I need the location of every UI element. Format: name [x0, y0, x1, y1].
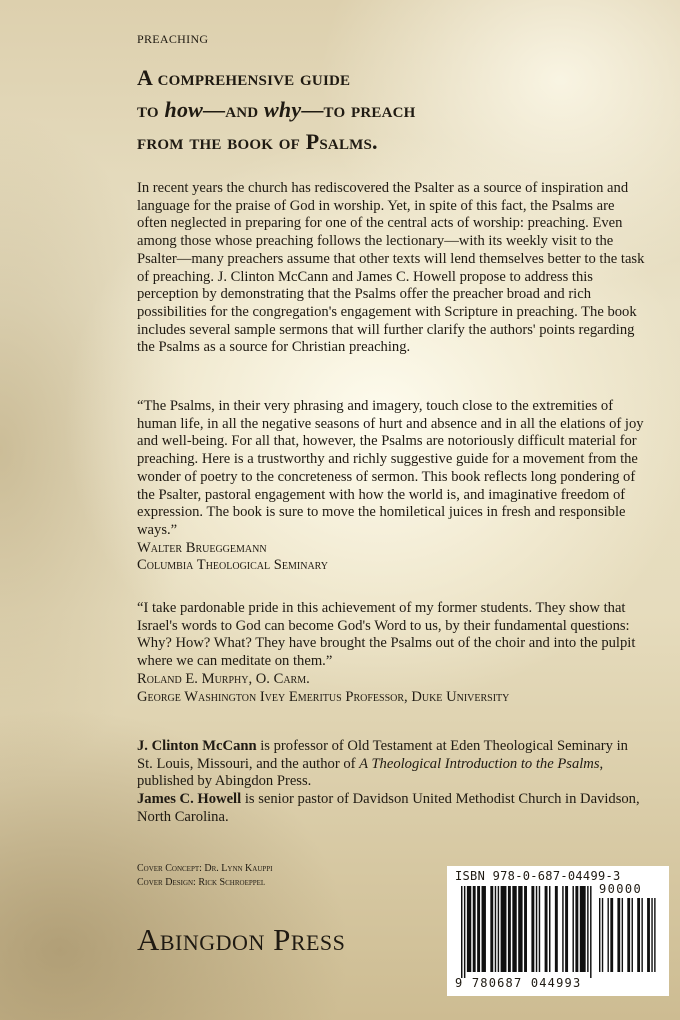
author-bios — [137, 738, 647, 827]
barcode-bar — [482, 886, 486, 972]
ean-number: 9 780687 044993 — [455, 976, 582, 990]
barcode-bar — [651, 898, 652, 972]
barcode-bar — [654, 898, 655, 972]
barcode-bar — [562, 886, 563, 972]
cover-concept-credit: Cover Concept: Dr. Lynn Kauppi — [137, 863, 273, 874]
barcode-bar — [637, 898, 640, 972]
barcode-bar — [617, 898, 620, 972]
category-label: PREACHING — [137, 32, 209, 46]
barcode-bar — [498, 886, 499, 972]
barcode-bar — [518, 886, 522, 972]
barcode-bar — [555, 886, 558, 972]
barcode-bar — [495, 886, 496, 972]
barcode-bar — [647, 898, 650, 972]
headline — [137, 62, 416, 158]
barcode-bar — [580, 886, 586, 972]
headline-line-1: A comprehensive guide — [137, 65, 351, 90]
barcode-bar — [531, 886, 534, 972]
quote-text: “I take pardonable pride in this achievement of my former students. They show that Israel's words to God can become God's Word to us, by their fundamental questions: Why? How? What? They have brought the Psalms out of the choir and into the pulpit where we can meditate on them.” — [137, 600, 636, 670]
barcode-bar — [464, 886, 465, 978]
barcode-bar — [565, 886, 568, 972]
barcode-bar — [501, 886, 507, 972]
barcode-bar — [539, 886, 540, 972]
cover-design-credit: Cover Design: Rick Schroeppel — [137, 877, 266, 888]
barcode-bar — [572, 886, 573, 972]
bio-howell: James C. Howell is senior pastor of Davidson United Methodist Church in Davidson, North Carolina. — [137, 791, 640, 825]
barcode-bar — [490, 886, 493, 972]
barcode-bar — [590, 886, 591, 978]
isbn-barcode — [447, 866, 669, 996]
ean-barcode-bars — [461, 886, 593, 978]
price-addon-number: 90000 — [599, 882, 643, 896]
endorsement-murphy — [137, 600, 647, 706]
addon-barcode-bars — [599, 898, 657, 972]
headline-line-2: to how—and why—to preach — [137, 97, 416, 122]
barcode-bar — [545, 886, 548, 972]
quote-text: “The Psalms, in their very phrasing and imagery, touch close to the extremities of human life, in all the negative seasons of hurt and absence and in all the elations of joy and well-being. For all that, however, the Psalms are notoriously difficult material for preaching. Here is a trustworthy and richly suggestive guide for a movement from the wonder of poetry to the concreteness of sermon. This book reflects long pondering of the Psalter, pastoral engagement with how the world is, and imaginative freedom of expression. The book is sure to move the homiletical juices in fresh and responsible ways.” — [137, 398, 644, 538]
barcode-bar — [607, 898, 608, 972]
barcode-bar — [632, 898, 633, 972]
headline-line-3: from the book of Psalms. — [137, 129, 378, 154]
barcode-bar — [599, 898, 600, 972]
barcode-bar — [508, 886, 511, 972]
barcode-bar — [467, 886, 471, 972]
barcode-bar — [524, 886, 527, 972]
bio-mccann: J. Clinton McCann is professor of Old Testament at Eden Theological Seminary in St. Louis, Missouri, and the author of A Theological Introduction to the Psalms, published by Abingdon Press. — [137, 738, 628, 790]
publisher-name: Abingdon Press — [137, 922, 346, 957]
quote-affiliation: Columbia Theological Seminary — [137, 557, 329, 574]
barcode-bar — [575, 886, 578, 972]
book-description: In recent years the church has rediscovered the Psalter as a source of inspiration and language for the praise of God in worship. Yet, in spite of this fact, the Psalms are often neglected in preparing for one of the central acts of worship: preaching. Even among those whose preaching follows the lectionary—with its weekly visit to the Psalter—many preachers assume that other texts will lend themselves better to the task of preaching. J. Clinton McCann and James C. Howell propose to address this perception by demonstrating that the Psalms offer the preacher broad and rich possibilities for the congregation's engagement with Scripture in preaching. The book includes several sample sermons that will further clarify the authors' points regarding the Psalms as a source for Christian preaching. — [137, 180, 645, 356]
barcode-bar — [622, 898, 623, 972]
barcode-bar — [512, 886, 516, 972]
barcode-bar — [587, 886, 588, 972]
barcode-bar — [549, 886, 550, 972]
barcode-bar — [641, 898, 642, 972]
barcode-bar — [461, 886, 462, 978]
endorsement-brueggemann — [137, 398, 647, 575]
barcode-bar — [610, 898, 613, 972]
barcode-bar — [477, 886, 480, 972]
quote-affiliation: George Washington Ivey Emeritus Professor, Duke University — [137, 688, 510, 705]
barcode-bar — [536, 886, 537, 972]
barcode-bar — [602, 898, 603, 972]
quote-author: Walter Brueggemann — [137, 539, 267, 556]
barcode-bar — [473, 886, 476, 972]
barcode-bar — [627, 898, 630, 972]
isbn-label: ISBN 978-0-687-04499-3 — [455, 869, 621, 883]
quote-author: Roland E. Murphy, O. Carm. — [137, 670, 310, 687]
cover-credits — [137, 862, 273, 890]
